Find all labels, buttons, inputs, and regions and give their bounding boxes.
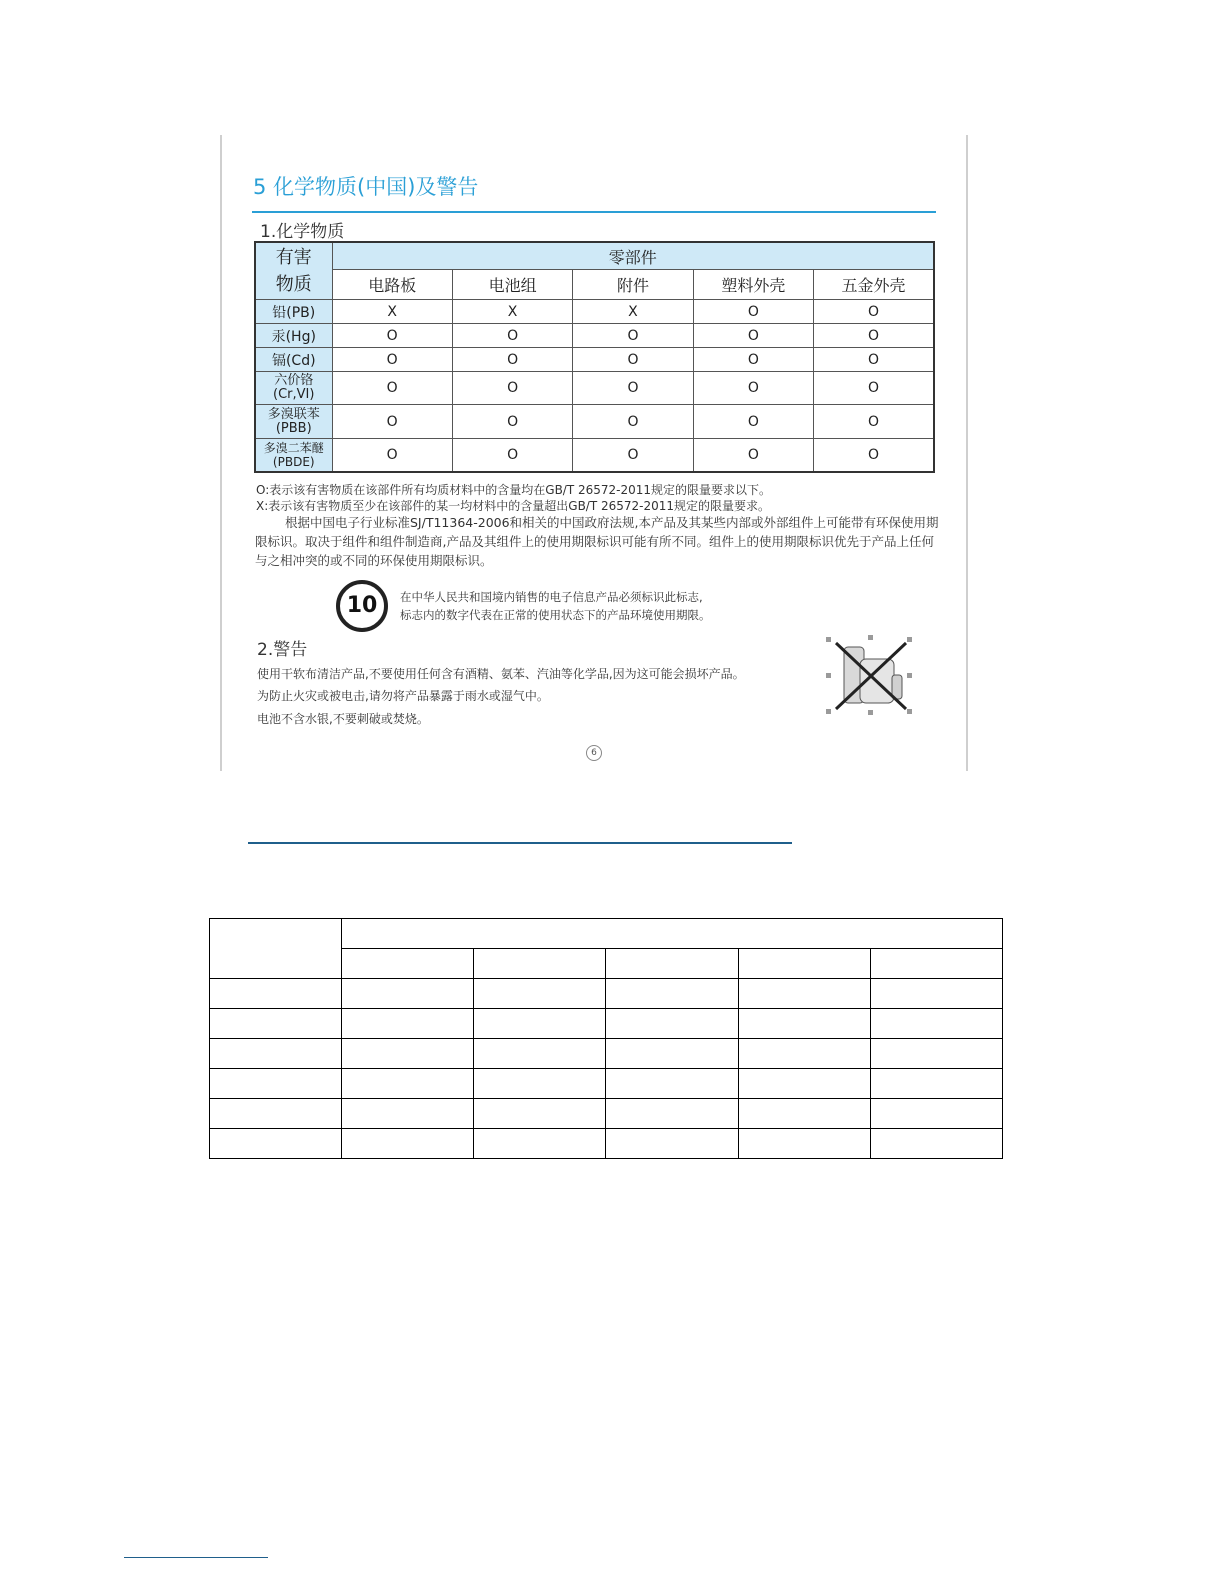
- table-cell: [870, 1009, 1002, 1039]
- table-cell: O: [573, 324, 693, 348]
- table-cell: [474, 979, 606, 1009]
- table-cell: [738, 1069, 870, 1099]
- table-cell: O: [814, 405, 934, 438]
- table-corner-header: [255, 242, 332, 300]
- table-cell: [342, 1129, 474, 1159]
- table-cell: O: [693, 405, 813, 438]
- substance-name: 镉(Cd): [255, 348, 332, 372]
- table-cell: O: [332, 405, 452, 438]
- table-cell: X: [573, 300, 693, 324]
- table-cell: [474, 1069, 606, 1099]
- substance-line-1: 六价铬: [274, 373, 314, 389]
- corner-line-1: 有害: [275, 247, 312, 268]
- table-row: [210, 1069, 1003, 1099]
- table-cell: O: [814, 300, 934, 324]
- o-note: O:表示该有害物质在该部件所有均质材料中的含量均在GB/T 26572-2011规定的限量要求以下。: [256, 483, 772, 497]
- table-cell: [342, 1099, 474, 1129]
- table-cell: [870, 1039, 1002, 1069]
- section-rule: [252, 211, 936, 213]
- table-cell: [870, 1069, 1002, 1099]
- table-row: [255, 372, 934, 405]
- table-row: [255, 324, 934, 348]
- table-cell: [474, 1039, 606, 1069]
- table-cell: [342, 979, 474, 1009]
- table-cell: [210, 1129, 342, 1159]
- substance-name: 汞(Hg): [255, 324, 332, 348]
- section-title: 5 化学物质(中国)及警告: [253, 175, 479, 199]
- table-cell: O: [693, 348, 813, 372]
- empty-table: [209, 918, 1003, 1159]
- table-cell: [738, 1039, 870, 1069]
- table-cell: O: [814, 438, 934, 472]
- table-cell: O: [452, 348, 572, 372]
- table-row: [210, 979, 1003, 1009]
- table-cell: [606, 1099, 738, 1129]
- table-cell: [342, 919, 1003, 949]
- table-cell: [738, 1129, 870, 1159]
- substance-line-1: 多溴联苯: [267, 406, 320, 422]
- substance-line-1: 多溴二苯醚: [263, 440, 324, 455]
- column-header: 电路板: [332, 270, 452, 300]
- table-cell: O: [573, 405, 693, 438]
- table-row: [255, 405, 934, 438]
- table-row: [210, 1129, 1003, 1159]
- table-row: [210, 919, 1003, 949]
- table-cell: O: [573, 372, 693, 405]
- table-row: [210, 1099, 1003, 1129]
- table-row: [210, 1039, 1003, 1069]
- table-cell: [870, 949, 1002, 979]
- table-cell: O: [452, 438, 572, 472]
- epup-10-badge-icon: 10: [336, 580, 388, 632]
- table-cell: [606, 979, 738, 1009]
- table-cell: O: [693, 372, 813, 405]
- table-cell: [474, 1009, 606, 1039]
- table-cell: O: [573, 438, 693, 472]
- scan-right-border: [966, 135, 968, 771]
- table-cell: O: [332, 348, 452, 372]
- table-cell: [210, 919, 342, 979]
- table-cell: X: [452, 300, 572, 324]
- warning-line-3: 电池不含水银,不要刺破或焚烧。: [257, 712, 429, 726]
- table-cell: [870, 979, 1002, 1009]
- table-cell: [606, 1009, 738, 1039]
- table-cell: O: [452, 405, 572, 438]
- table-cell: [738, 979, 870, 1009]
- table-cell: O: [332, 438, 452, 472]
- hyperlink-underline[interactable]: [248, 842, 792, 844]
- table-cell: [210, 979, 342, 1009]
- table-cell: O: [332, 372, 452, 405]
- table-cell: O: [452, 372, 572, 405]
- subtitle-warnings: 2.警告: [257, 640, 308, 660]
- table-cell: [870, 1129, 1002, 1159]
- column-header: 塑料外壳: [693, 270, 813, 300]
- column-header: 电池组: [452, 270, 572, 300]
- epup-paragraph: 根据中国电子行业标准SJ/T11364-2006和相关的中国政府法规,本产品及其某些内部或外部组件上可能带有环保使用期限标识。取决于组件和组件制造商,产品及其组件上的使用期限标识可能有所不同。组件上的使用期限标识优先于产品上任何与之相冲突的或不同的环保使用期限标识。: [255, 515, 939, 568]
- badge-text-line-2: 标志内的数字代表在正常的使用状态下的产品环境使用期限。: [400, 608, 711, 622]
- substance-name: 铅(PB): [255, 300, 332, 324]
- warning-line-1: 使用干软布清洁产品,不要使用任何含有酒精、氨苯、汽油等化学品,因为这可能会损坏产品。: [257, 667, 745, 681]
- table-cell: O: [452, 324, 572, 348]
- table-row: [255, 300, 934, 324]
- table-cell: O: [693, 438, 813, 472]
- table-row: [255, 438, 934, 472]
- column-header: 五金外壳: [814, 270, 934, 300]
- table-cell: O: [573, 348, 693, 372]
- substance-name: [255, 372, 332, 405]
- table-cell: [210, 1009, 342, 1039]
- table-cell: [606, 1069, 738, 1099]
- table-cell: [474, 1129, 606, 1159]
- table-cell: [342, 1039, 474, 1069]
- hazardous-substances-table: [254, 241, 935, 473]
- parts-header: 零部件: [332, 242, 934, 270]
- table-cell: [474, 949, 606, 979]
- table-cell: X: [332, 300, 452, 324]
- scan-left-border: [220, 135, 222, 771]
- table-cell: [210, 1099, 342, 1129]
- table-cell: [738, 1009, 870, 1039]
- table-cell: [474, 1099, 606, 1129]
- table-cell: [210, 1039, 342, 1069]
- scanned-manual-image: [220, 135, 968, 771]
- table-row: [255, 348, 934, 372]
- substance-line-2: (PBDE): [272, 454, 315, 469]
- substance-line-2: (PBB): [275, 420, 312, 436]
- footnote-separator: [124, 1557, 268, 1558]
- table-cell: [342, 949, 474, 979]
- table-cell: [342, 1069, 474, 1099]
- table-cell: [606, 949, 738, 979]
- table-cell: O: [814, 372, 934, 405]
- corner-line-2: 物质: [275, 274, 312, 295]
- table-cell: O: [332, 324, 452, 348]
- warning-line-2: 为防止火灾或被电击,请勿将产品暴露于雨水或湿气中。: [257, 689, 549, 703]
- table-cell: [738, 1099, 870, 1129]
- column-header: 附件: [573, 270, 693, 300]
- substance-line-2: (Cr,VI): [273, 387, 315, 403]
- table-cell: [606, 1039, 738, 1069]
- substance-name: [255, 438, 332, 472]
- page-number: 6: [586, 745, 602, 761]
- table-cell: [738, 949, 870, 979]
- table-row: [210, 1009, 1003, 1039]
- subtitle-chemicals: 1.化学物质: [260, 222, 345, 242]
- table-cell: O: [814, 324, 934, 348]
- substance-name: [255, 405, 332, 438]
- table-cell: O: [814, 348, 934, 372]
- table-cell: [210, 1069, 342, 1099]
- table-cell: [870, 1099, 1002, 1129]
- no-liquid-icon: [826, 635, 912, 715]
- badge-text-line-1: 在中华人民共和国境内销售的电子信息产品必须标识此标志,: [400, 590, 703, 604]
- table-cell: [606, 1129, 738, 1159]
- table-cell: O: [693, 300, 813, 324]
- x-note: X:表示该有害物质至少在该部件的某一均材料中的含量超出GB/T 26572-2011规定的限量要求。: [256, 499, 771, 513]
- table-cell: [342, 1009, 474, 1039]
- table-cell: O: [693, 324, 813, 348]
